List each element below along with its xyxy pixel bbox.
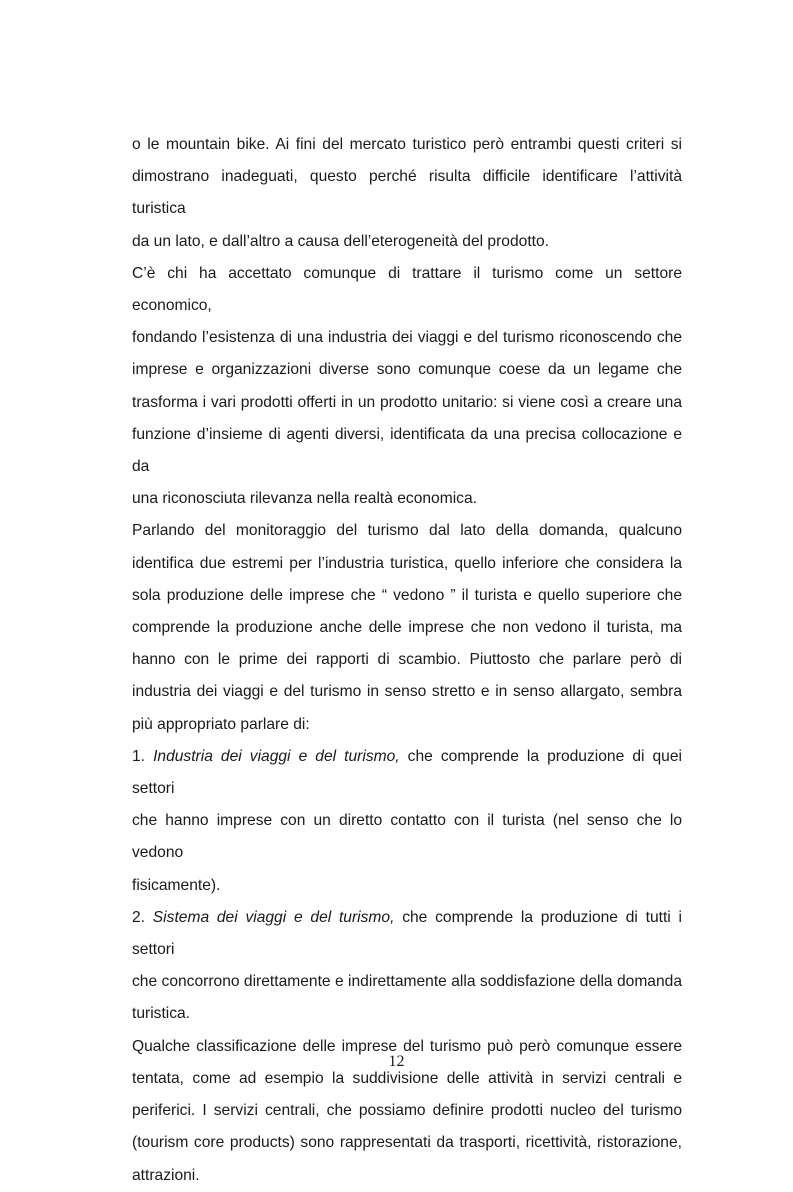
document-body: [132, 129, 682, 1192]
text-line: funzione d’insieme di agenti diversi, identificata da una precisa collocazione e da: [132, 425, 682, 476]
text-line: dimostrano inadeguati, questo perché risulta difficile identificare l’attività turistica: [132, 168, 682, 218]
text-line: fondando l’esistenza di una industria dei viaggi e del turismo riconoscendo che: [132, 329, 682, 347]
text-line: da un lato, e dall’altro a causa dell’eterogeneità del prodotto.: [132, 232, 549, 250]
list-item-1: [132, 741, 682, 805]
text-line: tentata, come ad esempio la suddivisione delle attività in servizi centrali e: [132, 1069, 682, 1087]
list-term: Industria dei viaggi e del turismo,: [153, 747, 400, 765]
page-number: 12: [388, 1053, 405, 1070]
text-line: attrazioni.: [132, 1166, 200, 1184]
text-line: Parlando del monitoraggio del turismo dal lato della domanda, qualcuno: [132, 522, 682, 540]
list-text: che comprende la produzione di tutti i settori: [132, 908, 682, 959]
text-line: periferici. I servizi centrali, che possiamo definire prodotti nucleo del turismo: [132, 1102, 682, 1120]
list-term: Sistema dei viaggi e del turismo,: [152, 908, 395, 926]
list-number: 2.: [132, 908, 153, 926]
list-item-2: [132, 902, 682, 966]
text-line: una riconosciuta rilevanza nella realtà economica.: [132, 490, 477, 508]
text-line: fisicamente).: [132, 876, 221, 894]
text-line: hanno con le prime dei rapporti di scambio. Piuttosto che parlare però di: [132, 651, 682, 669]
text-line: trasforma i vari prodotti offerti in un prodotto unitario: si viene così a creare una: [132, 393, 682, 411]
text-line: turistica.: [132, 1005, 191, 1023]
list-number: 1.: [132, 747, 154, 765]
text-line: più appropriato parlare di:: [132, 715, 310, 733]
text-line: sola produzione delle imprese che “ vedono ” il turista e quello superiore che: [132, 586, 682, 604]
text-line: che hanno imprese con un diretto contatto con il turista (nel senso che lo vedono: [132, 812, 682, 862]
text-line: (tourism core products) sono rappresentati da trasporti, ricettività, ristorazione,: [132, 1134, 682, 1152]
text-line: che concorrono direttamente e indirettamente alla soddisfazione della domanda: [132, 973, 682, 991]
text-line: o le mountain bike. Ai fini del mercato turistico però entrambi questi criteri si: [132, 136, 682, 153]
text-line: comprende la produzione anche delle imprese che non vedono il turista, ma: [132, 619, 682, 637]
text-line: C’è chi ha accettato comunque di trattare il turismo come un settore economico,: [132, 264, 682, 315]
list-text: che comprende la produzione di quei settori: [132, 747, 682, 798]
text-line: Qualche classificazione delle imprese del turismo può però comunque essere: [132, 1037, 682, 1055]
text-line: imprese e organizzazioni diverse sono comunque coese da un legame che: [132, 361, 682, 379]
text-line: identifica due estremi per l’industria turistica, quello inferiore che considera la: [132, 554, 682, 572]
text-line: industria dei viaggi e del turismo in senso stretto e in senso allargato, sembra: [132, 683, 682, 701]
